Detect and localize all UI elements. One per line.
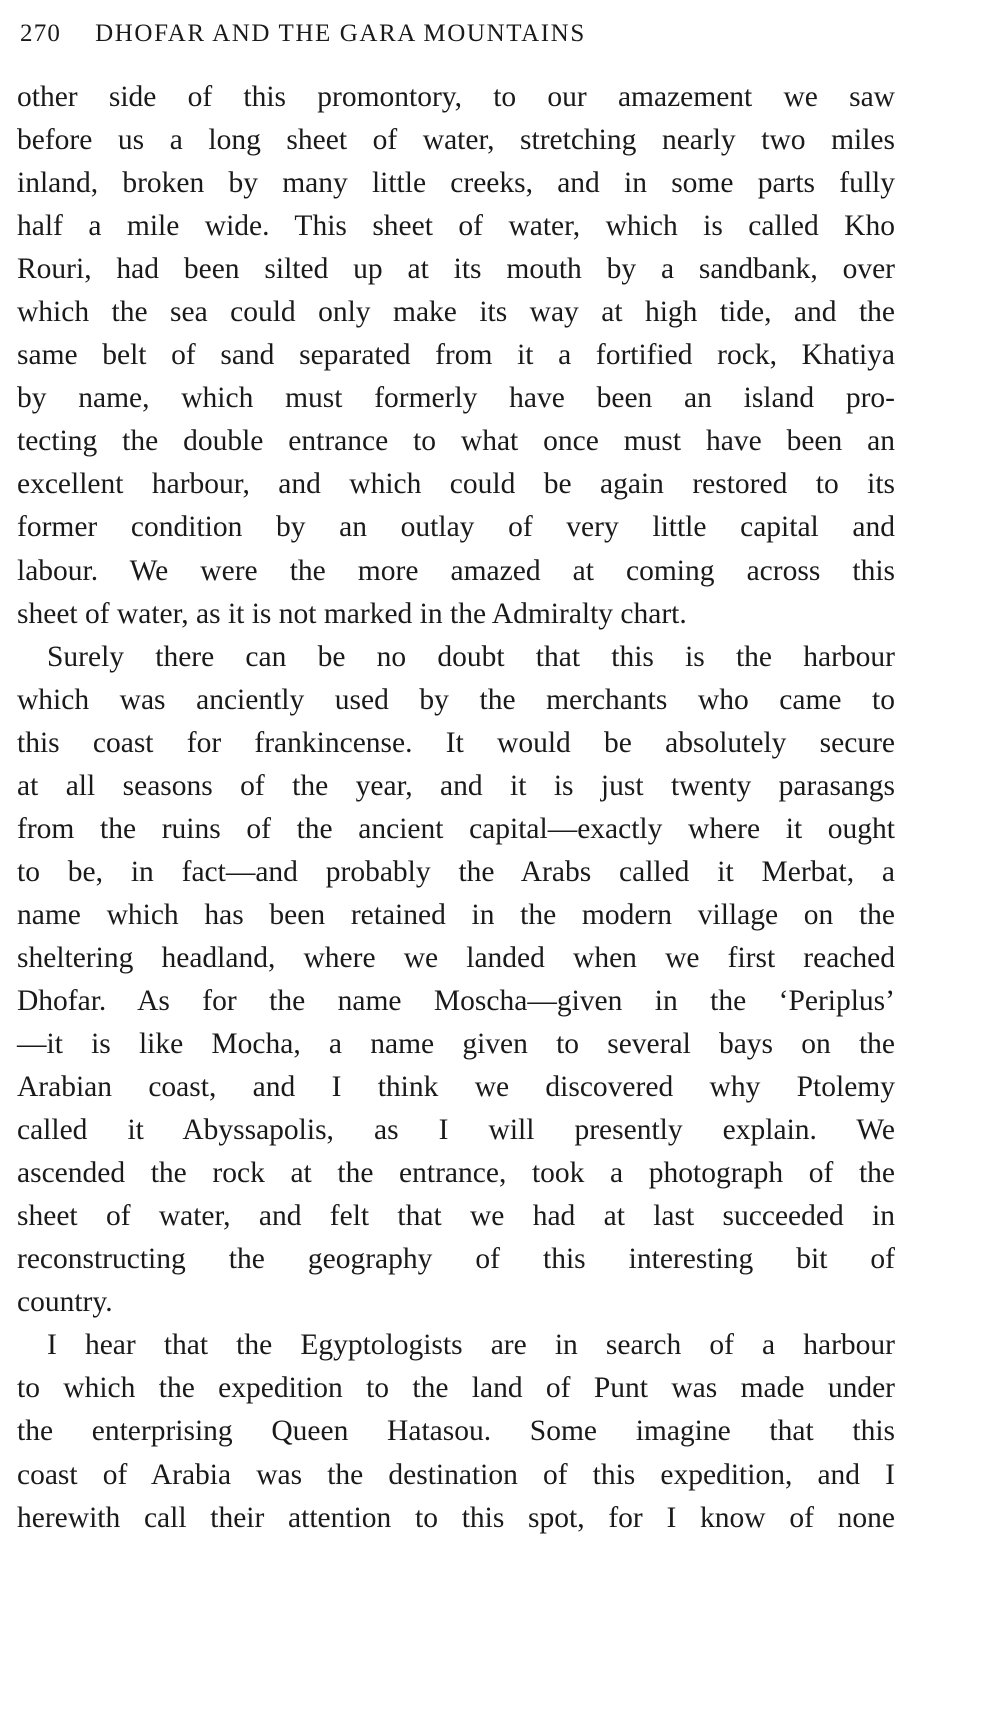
paragraph-first-line: Surely there can be no doubt that this is the harbour [47,640,895,673]
text-line: called it Abyssapolis, as I will presently explain. We [17,1114,895,1147]
text-line: same belt of sand separated from it a fortified rock, Khatiya [17,339,895,372]
page-number: 270 [20,20,62,47]
running-title: DHOFAR AND THE GARA MOUNTAINS [95,20,586,47]
text-line: excellent harbour, and which could be again restored to its [17,468,895,501]
text-line: other side of this promontory, to our amazement we saw [17,81,895,113]
text-line: country. [17,1286,113,1319]
text-line: coast of Arabia was the destination of this expedition, and I [17,1458,895,1491]
text-line: reconstructing the geography of this interesting bit of [17,1243,895,1276]
text-line: inland, broken by many little creeks, and in some parts fully [17,167,895,200]
text-line: which the sea could only make its way at high tide, and the [17,296,895,329]
paragraph-first-line: I hear that the Egyptologists are in search of a harbour [47,1329,895,1362]
text-line: sheet of water, and felt that we had at last succeeded in [17,1200,895,1233]
text-line: Rouri, had been silted up at its mouth by a sandbank, over [17,253,895,286]
text-line: to which the expedition to the land of Punt was made under [17,1372,895,1405]
text-line: half a mile wide. This sheet of water, which is called Kho [17,210,895,243]
text-line: Dhofar. As for the name Moscha—given in the ‘Periplus’ [17,984,895,1017]
text-line: name which has been retained in the modern village on the [17,898,895,931]
text-line: sheet of water, as it is not marked in the Admiralty chart. [17,597,687,630]
text-line: ascended the rock at the entrance, took a photograph of the [17,1157,895,1190]
text-line: by name, which must formerly have been an island pro- [17,382,895,415]
text-line: former condition by an outlay of very little capital and [17,511,895,544]
text-line: sheltering headland, where we landed when we first reached [17,941,895,974]
text-line: from the ruins of the ancient capital—exactly where it ought [17,812,895,845]
text-line: before us a long sheet of water, stretching nearly two miles [17,124,895,157]
text-line: herewith call their attention to this spot, for I know of none [17,1501,895,1534]
text-line: tecting the double entrance to what once must have been an [17,425,895,458]
text-line: Arabian coast, and I think we discovered why Ptolemy [17,1071,895,1104]
body-text [17,76,895,1540]
text-line: —it is like Mocha, a name given to several bays on the [17,1028,895,1061]
text-line: the enterprising Queen Hatasou. Some imagine that this [17,1415,895,1448]
text-line: this coast for frankincense. It would be absolutely secure [17,726,895,759]
text-line: to be, in fact—and probably the Arabs called it Merbat, a [17,855,895,888]
running-head [20,14,900,54]
text-line: at all seasons of the year, and it is just twenty parasangs [17,769,895,802]
text-line: which was anciently used by the merchants who came to [17,683,895,716]
text-line: labour. We were the more amazed at coming across this [17,554,895,587]
